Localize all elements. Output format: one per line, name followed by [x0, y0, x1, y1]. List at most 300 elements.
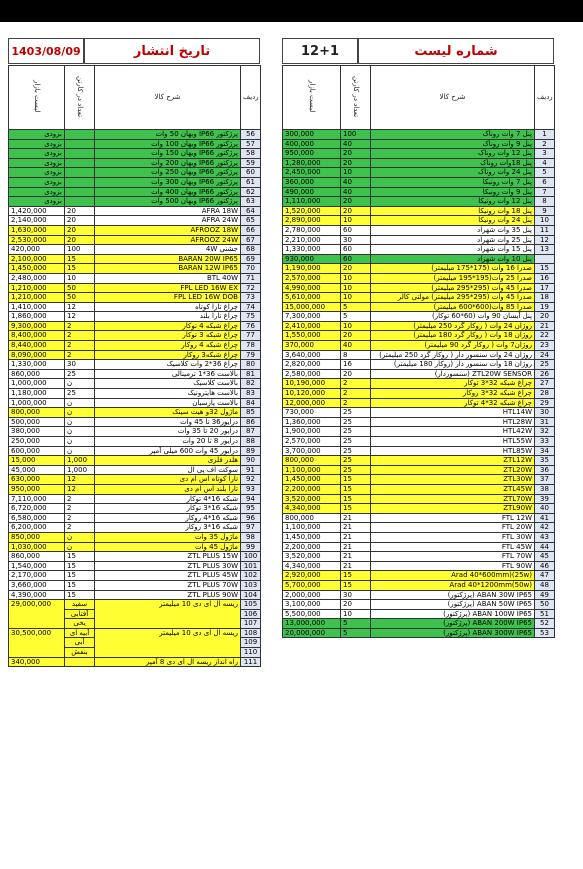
description-cell: AFRA 18W	[95, 206, 241, 216]
row-index-cell: 77	[241, 331, 261, 341]
table-row	[9, 561, 261, 571]
description-cell: ZTL12W	[371, 456, 535, 466]
carton-qty-cell: بنفش	[65, 648, 95, 658]
description-cell: ریسه ال ای دی 10 میلیمتر	[95, 628, 241, 657]
price-cell: 20,000,000	[283, 628, 341, 638]
carton-qty-cell	[65, 657, 95, 667]
description-cell: ZTL70W	[371, 494, 535, 504]
table-row	[9, 446, 261, 456]
row-index-cell: 1	[535, 130, 555, 140]
table-row	[9, 532, 261, 542]
table-row	[9, 177, 261, 187]
description-cell: سوکت اف پی ال	[95, 465, 241, 475]
row-index-cell: 105	[241, 600, 261, 610]
price-cell: 2,480,000	[9, 273, 65, 283]
description-cell: پنل 24 وات روناک	[371, 168, 535, 178]
table-row	[9, 360, 261, 370]
table-row	[9, 197, 261, 207]
price-cell: 2,450,000	[283, 168, 341, 178]
row-index-cell: 66	[241, 225, 261, 235]
row-index-cell: 87	[241, 427, 261, 437]
description-cell: تارا کوتاه اس ام دی	[95, 475, 241, 485]
price-cell: 3,520,000	[283, 552, 341, 562]
description-cell: پنل 35 وات شهراد	[371, 225, 535, 235]
description-cell: چراغ شبکه 32*4 توکار	[371, 398, 535, 408]
table-row	[9, 523, 261, 533]
carton-qty-cell: 21	[341, 552, 371, 562]
carton-qty-cell: 25	[341, 456, 371, 466]
table-row	[283, 427, 555, 437]
table-row	[283, 590, 555, 600]
row-index-cell: 58	[241, 149, 261, 159]
carton-qty-cell: 50	[65, 293, 95, 303]
carton-qty-cell: 60	[341, 245, 371, 255]
row-index-cell: 98	[241, 532, 261, 542]
price-cell: 10,190,000	[283, 379, 341, 389]
description-cell: Arad 40*600mm)(25w)	[371, 571, 535, 581]
row-index-cell: 13	[535, 245, 555, 255]
description-cell: پرژکتور IP66 ویهان 150 وات	[95, 149, 241, 159]
row-index-cell: 67	[241, 235, 261, 245]
description-cell: ریسه ال ای دی 10 میلیمتر	[95, 600, 241, 629]
table-row	[9, 293, 261, 303]
row-index-cell: 41	[535, 513, 555, 523]
row-index-cell: 74	[241, 302, 261, 312]
price-cell: 490,000	[283, 187, 341, 197]
carton-qty-cell: 5	[341, 628, 371, 638]
table-row	[283, 542, 555, 552]
price-cell: 630,000	[9, 475, 65, 485]
table-row	[283, 139, 555, 149]
table-row	[9, 504, 261, 514]
table-row	[283, 360, 555, 370]
description-cell: ماژول 45 وات	[95, 542, 241, 552]
table-row	[9, 225, 261, 235]
row-index-cell: 35	[535, 456, 555, 466]
description-cell: پنل 10 وات شهراد	[371, 254, 535, 264]
table-row	[9, 321, 261, 331]
table-row	[283, 197, 555, 207]
price-cell: 2,200,000	[283, 484, 341, 494]
description-cell: راه انداز ریسه ال ای دی 8 آمپر	[95, 657, 241, 667]
row-index-cell: 85	[241, 408, 261, 418]
table-row	[9, 379, 261, 389]
price-cell: 1,330,000	[283, 245, 341, 255]
price-cell: 7,300,000	[283, 312, 341, 322]
carton-qty-cell: 10	[341, 609, 371, 619]
description-cell: شبکه 16*4 روکار	[95, 513, 241, 523]
price-cell: 400,000	[283, 139, 341, 149]
carton-qty-cell: 10	[341, 168, 371, 178]
description-cell: درایور 45 وات 600 میلی آمپر	[95, 446, 241, 456]
table-row	[9, 158, 261, 168]
row-index-cell: 81	[241, 369, 261, 379]
description-cell: شبکه 16*3 توکار	[95, 504, 241, 514]
price-cell: 800,000	[283, 513, 341, 523]
carton-qty-cell: آبی	[65, 638, 95, 648]
row-index-cell: 6	[535, 177, 555, 187]
row-index-cell: 44	[535, 542, 555, 552]
row-index-cell: 26	[535, 369, 555, 379]
row-index-cell: 4	[535, 158, 555, 168]
description-cell: ABAN 100W IP65 (پرژکتور)	[371, 609, 535, 619]
carton-qty-cell: 10	[341, 273, 371, 283]
description-cell: شبکه 16*3 روکار	[95, 523, 241, 533]
carton-qty-cell: 100	[341, 130, 371, 140]
row-index-cell: 27	[535, 379, 555, 389]
table-row	[9, 273, 261, 283]
carton-qty-cell: 21	[341, 523, 371, 533]
table-row	[283, 312, 555, 322]
table-row	[283, 225, 555, 235]
table-row	[9, 369, 261, 379]
description-cell: روژان 18 وات سنسور دار (روکار 180 میلیمتر)	[371, 360, 535, 370]
table-row	[283, 273, 555, 283]
description-cell: روژان 24 وات ( روکار گرد 250 میلیمتر)	[371, 321, 535, 331]
carton-qty-cell: سفید	[65, 600, 95, 610]
description-cell: FPL LED 16W EX	[95, 283, 241, 293]
row-index-cell: 42	[535, 523, 555, 533]
row-index-cell: 91	[241, 465, 261, 475]
description-cell: پنل 7 وات روناک	[371, 130, 535, 140]
price-cell: 1,100,000	[283, 523, 341, 533]
carton-qty-cell: 15	[65, 552, 95, 562]
row-index-cell: 103	[241, 580, 261, 590]
row-index-cell: 12	[535, 235, 555, 245]
price-cell: 1,860,000	[9, 312, 65, 322]
description-cell: ZTL PLUS 45W	[95, 571, 241, 581]
row-index-cell: 96	[241, 513, 261, 523]
row-index-cell: 52	[535, 619, 555, 629]
table-row	[283, 254, 555, 264]
row-index-cell: 25	[535, 360, 555, 370]
price-cell: 1,100,000	[283, 465, 341, 475]
table-row	[283, 446, 555, 456]
price-cell: 3,660,000	[9, 580, 65, 590]
carton-qty-cell: 40	[341, 177, 371, 187]
carton-qty-cell: 40	[341, 341, 371, 351]
carton-qty-cell: یخی	[65, 619, 95, 629]
price-cell: 9,300,000	[9, 321, 65, 331]
description-cell: روژان 18 وات ( روکار گرد 180 میلیمتر)	[371, 331, 535, 341]
description-cell: درایور 20 تا 35 وات	[95, 427, 241, 437]
row-index-cell: 15	[535, 264, 555, 274]
price-cell: 15,000	[9, 456, 65, 466]
price-cell: 30,500,000	[9, 628, 65, 657]
price-cell: 950,000	[283, 149, 341, 159]
description-cell: ABAN 300W IP65 (پرژکتور)	[371, 628, 535, 638]
price-cell: 4,390,000	[9, 590, 65, 600]
price-cell: 800,000	[9, 408, 65, 418]
table-row	[283, 609, 555, 619]
price-list-sheet	[8, 38, 559, 824]
price-cell: بزودی	[9, 130, 65, 140]
row-index-cell: 63	[241, 197, 261, 207]
price-cell: 1,000,000	[9, 398, 65, 408]
carton-qty-cell: 2	[65, 331, 95, 341]
price-cell: 5,500,000	[283, 609, 341, 619]
carton-qty-cell: 20	[341, 264, 371, 274]
price-cell: 370,000	[283, 341, 341, 351]
price-cell: 1,520,000	[283, 206, 341, 216]
row-index-cell: 39	[535, 494, 555, 504]
carton-qty-cell: 21	[341, 542, 371, 552]
carton-qty-cell: ن	[65, 542, 95, 552]
table-row	[9, 389, 261, 399]
price-cell: 2,570,000	[283, 437, 341, 447]
carton-qty-cell: 25	[341, 446, 371, 456]
carton-qty-cell: 5	[341, 619, 371, 629]
description-cell: پنل 24 وات رونیکا	[371, 216, 535, 226]
carton-qty-cell: 15	[65, 561, 95, 571]
carton-qty-cell: 20	[341, 331, 371, 341]
description-cell: FTL 20W	[371, 523, 535, 533]
description-cell: صدرا 45 وات (295*295 میلیمتر)	[371, 283, 535, 293]
table-row	[9, 657, 261, 667]
price-column-header: لیست بازار	[9, 66, 65, 130]
price-cell: 860,000	[9, 369, 65, 379]
carton-qty-cell: 30	[341, 590, 371, 600]
description-cell: پنل 15 وات شهراد	[371, 245, 535, 255]
row-index-cell: 29	[535, 398, 555, 408]
table-row	[9, 437, 261, 447]
carton-qty-cell: 15	[341, 484, 371, 494]
carton-qty-cell: 25	[341, 417, 371, 427]
row-index-cell: 36	[535, 465, 555, 475]
table-row	[283, 206, 555, 216]
row-index-cell: 53	[535, 628, 555, 638]
table-row	[9, 245, 261, 255]
price-cell: 15,000,000	[283, 302, 341, 312]
row-index-cell: 46	[535, 561, 555, 571]
description-cell: بالاست کلاسیک	[95, 379, 241, 389]
description-cell: درایور 8 تا 20 وات	[95, 437, 241, 447]
row-index-cell: 19	[535, 302, 555, 312]
description-cell: صدرا 45 وات (295*295 میلیمتر) مولتی کالر	[371, 293, 535, 303]
row-index-cell: 64	[241, 206, 261, 216]
price-cell: بزودی	[9, 149, 65, 159]
table-row	[283, 408, 555, 418]
table-row	[283, 456, 555, 466]
table-row	[283, 504, 555, 514]
carton-qty-cell: ن	[65, 532, 95, 542]
table-row	[9, 475, 261, 485]
description-cell: ZTL45W	[371, 484, 535, 494]
table-row	[9, 552, 261, 562]
price-cell: 13,000,000	[283, 619, 341, 629]
description-cell: پنل 12 وات رونیکا	[371, 197, 535, 207]
index-column-header: ردیف	[535, 66, 555, 130]
price-cell: 12,000,000	[283, 398, 341, 408]
description-cell: صدرا 25 وات(195*195 میلیمتر)	[371, 273, 535, 283]
carton-qty-cell: 25	[341, 437, 371, 447]
table-row	[283, 398, 555, 408]
table-row	[9, 254, 261, 264]
description-cell: چراغ تارا بلند	[95, 312, 241, 322]
carton-qty-cell	[65, 139, 95, 149]
description-cell: هلدر فلزی	[95, 456, 241, 466]
carton-qty-cell: 2	[341, 398, 371, 408]
price-cell: 6,720,000	[9, 504, 65, 514]
price-cell: 8,090,000	[9, 350, 65, 360]
table-row	[283, 302, 555, 312]
price-cell: 1,550,000	[283, 331, 341, 341]
price-cell: 360,000	[283, 177, 341, 187]
carton-qty-cell: 16	[341, 360, 371, 370]
row-index-cell: 86	[241, 417, 261, 427]
table-row	[283, 216, 555, 226]
description-cell: روژان7 وات ( روکار گرد 90 میلیمتر)	[371, 341, 535, 351]
description-cell: پرژکتور IP66 ویهان 50 وات	[95, 130, 241, 140]
table-row	[9, 331, 261, 341]
description-cell: پرژکتور IP66 ویهان 400 وات	[95, 187, 241, 197]
description-cell: بالاست هایترونیک	[95, 389, 241, 399]
table-row	[283, 523, 555, 533]
price-cell: 2,140,000	[9, 216, 65, 226]
row-index-cell: 51	[535, 609, 555, 619]
table-row	[9, 494, 261, 504]
row-index-cell: 94	[241, 494, 261, 504]
price-cell: 45,000	[9, 465, 65, 475]
description-cell: ZTL20W	[371, 465, 535, 475]
price-cell: 1,630,000	[9, 225, 65, 235]
description-cell: صدرا 16 وات (175*175 میلیمتر)	[371, 264, 535, 274]
carton-qty-cell: 2	[65, 523, 95, 533]
row-index-cell: 111	[241, 657, 261, 667]
description-cell: تارا بلند اس ام دی	[95, 484, 241, 494]
table-row	[283, 494, 555, 504]
carton-qty-cell: 50	[65, 283, 95, 293]
carton-qty-cell: 20	[65, 206, 95, 216]
price-cell: 10,120,000	[283, 389, 341, 399]
price-cell: 800,000	[283, 456, 341, 466]
table-row	[283, 369, 555, 379]
table-row	[9, 235, 261, 245]
row-index-cell: 34	[535, 446, 555, 456]
carton-qty-cell: 30	[341, 235, 371, 245]
table-row	[283, 600, 555, 610]
price-cell: 3,520,000	[283, 494, 341, 504]
row-index-cell: 107	[241, 619, 261, 629]
row-index-cell: 102	[241, 571, 261, 581]
table-row	[9, 139, 261, 149]
row-index-cell: 31	[535, 417, 555, 427]
row-index-cell: 78	[241, 341, 261, 351]
description-cell: پرژکتور IP66 ویهان 300 وات	[95, 177, 241, 187]
carton-qty-cell: 25	[341, 427, 371, 437]
carton-qty-cell: 30	[65, 360, 95, 370]
description-cell: ماژول 32و هیت سینک	[95, 408, 241, 418]
description-cell: شبکه 16*4 توکار	[95, 494, 241, 504]
table-row	[283, 475, 555, 485]
price-cell: 1,900,000	[283, 427, 341, 437]
price-cell: 860,000	[9, 552, 65, 562]
table-row	[283, 235, 555, 245]
price-cell: 5,610,000	[283, 293, 341, 303]
table-row	[9, 206, 261, 216]
description-column-header: شرح کالا	[95, 66, 241, 130]
row-index-cell: 62	[241, 187, 261, 197]
carton-qty-cell: 40	[341, 139, 371, 149]
carton-qty-cell	[65, 187, 95, 197]
description-cell: ABAN 50W IP65 (پرژکتور)	[371, 600, 535, 610]
description-cell: HTL14W	[371, 408, 535, 418]
row-index-cell: 69	[241, 254, 261, 264]
table-row	[283, 389, 555, 399]
table-row	[283, 532, 555, 542]
table-row	[283, 130, 555, 140]
carton-qty-cell: 10	[341, 293, 371, 303]
carton-qty-cell	[65, 130, 95, 140]
row-index-cell: 28	[535, 389, 555, 399]
row-index-cell: 73	[241, 293, 261, 303]
price-column-header: لیست بازار	[283, 66, 341, 130]
description-cell: چراغ شبکه 32*3 توکار	[371, 379, 535, 389]
carton-qty-cell: ن	[65, 446, 95, 456]
price-cell: 1,110,000	[283, 197, 341, 207]
description-cell: BTL 40W	[95, 273, 241, 283]
carton-qty-cell: آبیه ای	[65, 628, 95, 638]
carton-qty-cell: 20	[341, 149, 371, 159]
row-index-cell: 93	[241, 484, 261, 494]
table-row	[9, 513, 261, 523]
description-cell: BARAN 20W IP65	[95, 254, 241, 264]
price-cell: 1,330,000	[9, 360, 65, 370]
row-index-cell: 79	[241, 350, 261, 360]
price-cell: 2,000,000	[283, 590, 341, 600]
table-row	[9, 465, 261, 475]
price-cell: 2,780,000	[283, 225, 341, 235]
carton-qty-cell: 5	[341, 312, 371, 322]
price-cell: 1,540,000	[9, 561, 65, 571]
row-index-cell: 45	[535, 552, 555, 562]
price-cell: 420,000	[9, 245, 65, 255]
table-row	[9, 168, 261, 178]
row-index-cell: 10	[535, 216, 555, 226]
description-cell: پنل 18وات روناک	[371, 158, 535, 168]
description-cell: پنل 12 وات روناک	[371, 149, 535, 159]
left-price-table	[8, 65, 261, 667]
row-index-cell	[535, 254, 555, 264]
carton-qty-cell: 2	[65, 494, 95, 504]
carton-qty-cell: 60	[341, 225, 371, 235]
carton-qty-cell: ن	[65, 437, 95, 447]
row-index-cell: 9	[535, 206, 555, 216]
carton-qty-cell: 100	[65, 245, 95, 255]
price-cell: 6,580,000	[9, 513, 65, 523]
carton-qty-cell: 2	[65, 341, 95, 351]
description-cell: جشنی 4W	[95, 245, 241, 255]
description-cell: چراغ شبکه3 روکار	[95, 350, 241, 360]
price-cell: 930,000	[283, 254, 341, 264]
row-index-cell: 109	[241, 638, 261, 648]
carton-qty-cell: 25	[65, 389, 95, 399]
table-row	[283, 465, 555, 475]
description-cell: HTL28W	[371, 417, 535, 427]
row-index-cell: 72	[241, 283, 261, 293]
price-cell: 2,210,000	[283, 235, 341, 245]
list-number-label: شماره لیست	[358, 38, 554, 64]
price-cell: 1,280,000	[283, 158, 341, 168]
row-index-cell: 11	[535, 225, 555, 235]
carton-qty-cell: 20	[341, 369, 371, 379]
description-cell: FTL 90W	[371, 561, 535, 571]
price-cell: 8,440,000	[9, 341, 65, 351]
row-index-cell: 99	[241, 542, 261, 552]
carton-qty-cell	[65, 197, 95, 207]
price-cell: بزودی	[9, 187, 65, 197]
carton-qty-cell: 15	[341, 494, 371, 504]
